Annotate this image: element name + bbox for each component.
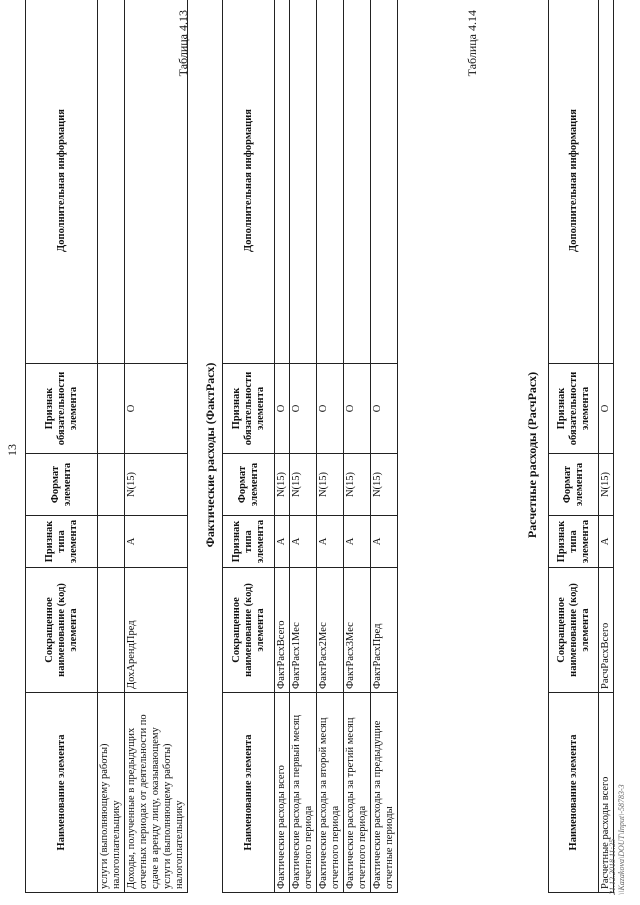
cell-name: Фактические расходы за первый месяц отчетного периода [290,693,317,893]
col-header-info: Дополнительная информация [223,0,275,364]
cell-required: О [344,364,371,454]
table-continuation [25,0,188,893]
table-row [275,0,290,893]
cell-name: Фактические расходы за второй месяц отчетного периода [317,693,344,893]
col-header-type: Признак типа элемента [223,516,275,568]
cell-info [599,0,614,364]
cell-required: О [371,364,398,454]
col-header-format: Формат элемента [223,454,275,516]
cell-code: ФактРасх3Мес [344,568,371,693]
cell-required: О [125,364,188,454]
cell-info [344,0,371,364]
table-row [125,0,188,893]
cell-format: N(15) [599,454,614,516]
table-4-13 [222,0,398,893]
col-header-code: Сокращенное наименование (код) элемента [26,568,98,693]
cell-format: N(15) [317,454,344,516]
col-header-type: Признак типа элемента [549,516,599,568]
table-row [98,0,125,893]
table-row [371,0,398,893]
cell-format: N(15) [125,454,188,516]
table-row [344,0,371,893]
cell-code: РасчРасхВсего [599,568,614,693]
cell-type: А [317,516,344,568]
stamp-date: 21.12.2018 11:25 [608,838,617,895]
cell-code: ФактРасх2Мес [317,568,344,693]
cell-type: А [275,516,290,568]
col-header-type: Признак типа элемента [26,516,98,568]
cell-type: А [344,516,371,568]
table-4-14-title: Расчетные расходы (РасчРасх) [525,371,539,539]
cell-type: А [371,516,398,568]
cell-format [98,454,125,516]
table-4-13-title: Фактические расходы (ФактРасх) [203,362,217,548]
cell-info [371,0,398,364]
cell-required: О [599,364,614,454]
col-header-info: Дополнительная информация [549,0,599,364]
cell-format: N(15) [344,454,371,516]
col-header-format: Формат элемента [26,454,98,516]
col-header-format: Формат элемента [549,454,599,516]
col-header-required: Признак обязательности элемента [223,364,275,454]
cell-required [98,364,125,454]
cell-name: Фактические расходы всего [275,693,290,893]
cell-info [98,0,125,364]
cell-info [290,0,317,364]
cell-name: Доходы, полученные в предыдущих отчетных периодах от деятельности по сдаче в аренду лицу, оказывающему услуги (выполняющему работы) налогоплательщику [125,693,188,893]
cell-format: N(15) [371,454,398,516]
col-header-name: Наименование элемента [223,693,275,893]
table-4-13-label: Таблица 4.13 [176,10,190,77]
cell-code [98,568,125,693]
col-header-required: Признак обязательности элемента [549,364,599,454]
cell-type [98,516,125,568]
cell-code: ФактРасхПред [371,568,398,693]
table-4-14-label: Таблица 4.14 [465,10,479,77]
col-header-required: Признак обязательности элемента [26,364,98,454]
cell-info [317,0,344,364]
table-4-14 [548,0,614,893]
cell-required: О [290,364,317,454]
col-header-info: Дополнительная информация [26,0,98,364]
cell-code: ДохАрендПред [125,568,188,693]
file-stamp [608,784,626,895]
cell-name: Фактические расходы за третий месяц отчетного периода [344,693,371,893]
table-row [317,0,344,893]
cell-info [275,0,290,364]
page-number: 13 [5,444,19,456]
table-row [290,0,317,893]
cell-type: А [290,516,317,568]
cell-required: О [275,364,290,454]
cell-code: ФактРасх1Мес [290,568,317,693]
cell-code: ФактРасхВсего [275,568,290,693]
cell-name: Фактические расходы за предыдущие отчетные периоды [371,693,398,893]
cell-type: А [125,516,188,568]
cell-format: N(15) [275,454,290,516]
cell-name: Расчетные расходы всего [599,693,614,893]
cell-type: А [599,516,614,568]
col-header-code: Сокращенное наименование (код) элемента [223,568,275,693]
stamp-path: \\Kazakova\DOUT\Input\-58783-3 [617,784,626,895]
cell-name: услуги (выполняющему работы) налогоплательщику [98,693,125,893]
col-header-name: Наименование элемента [549,693,599,893]
table-row [599,0,614,893]
cell-format: N(15) [290,454,317,516]
col-header-name: Наименование элемента [26,693,98,893]
col-header-code: Сокращенное наименование (код) элемента [549,568,599,693]
cell-required: О [317,364,344,454]
